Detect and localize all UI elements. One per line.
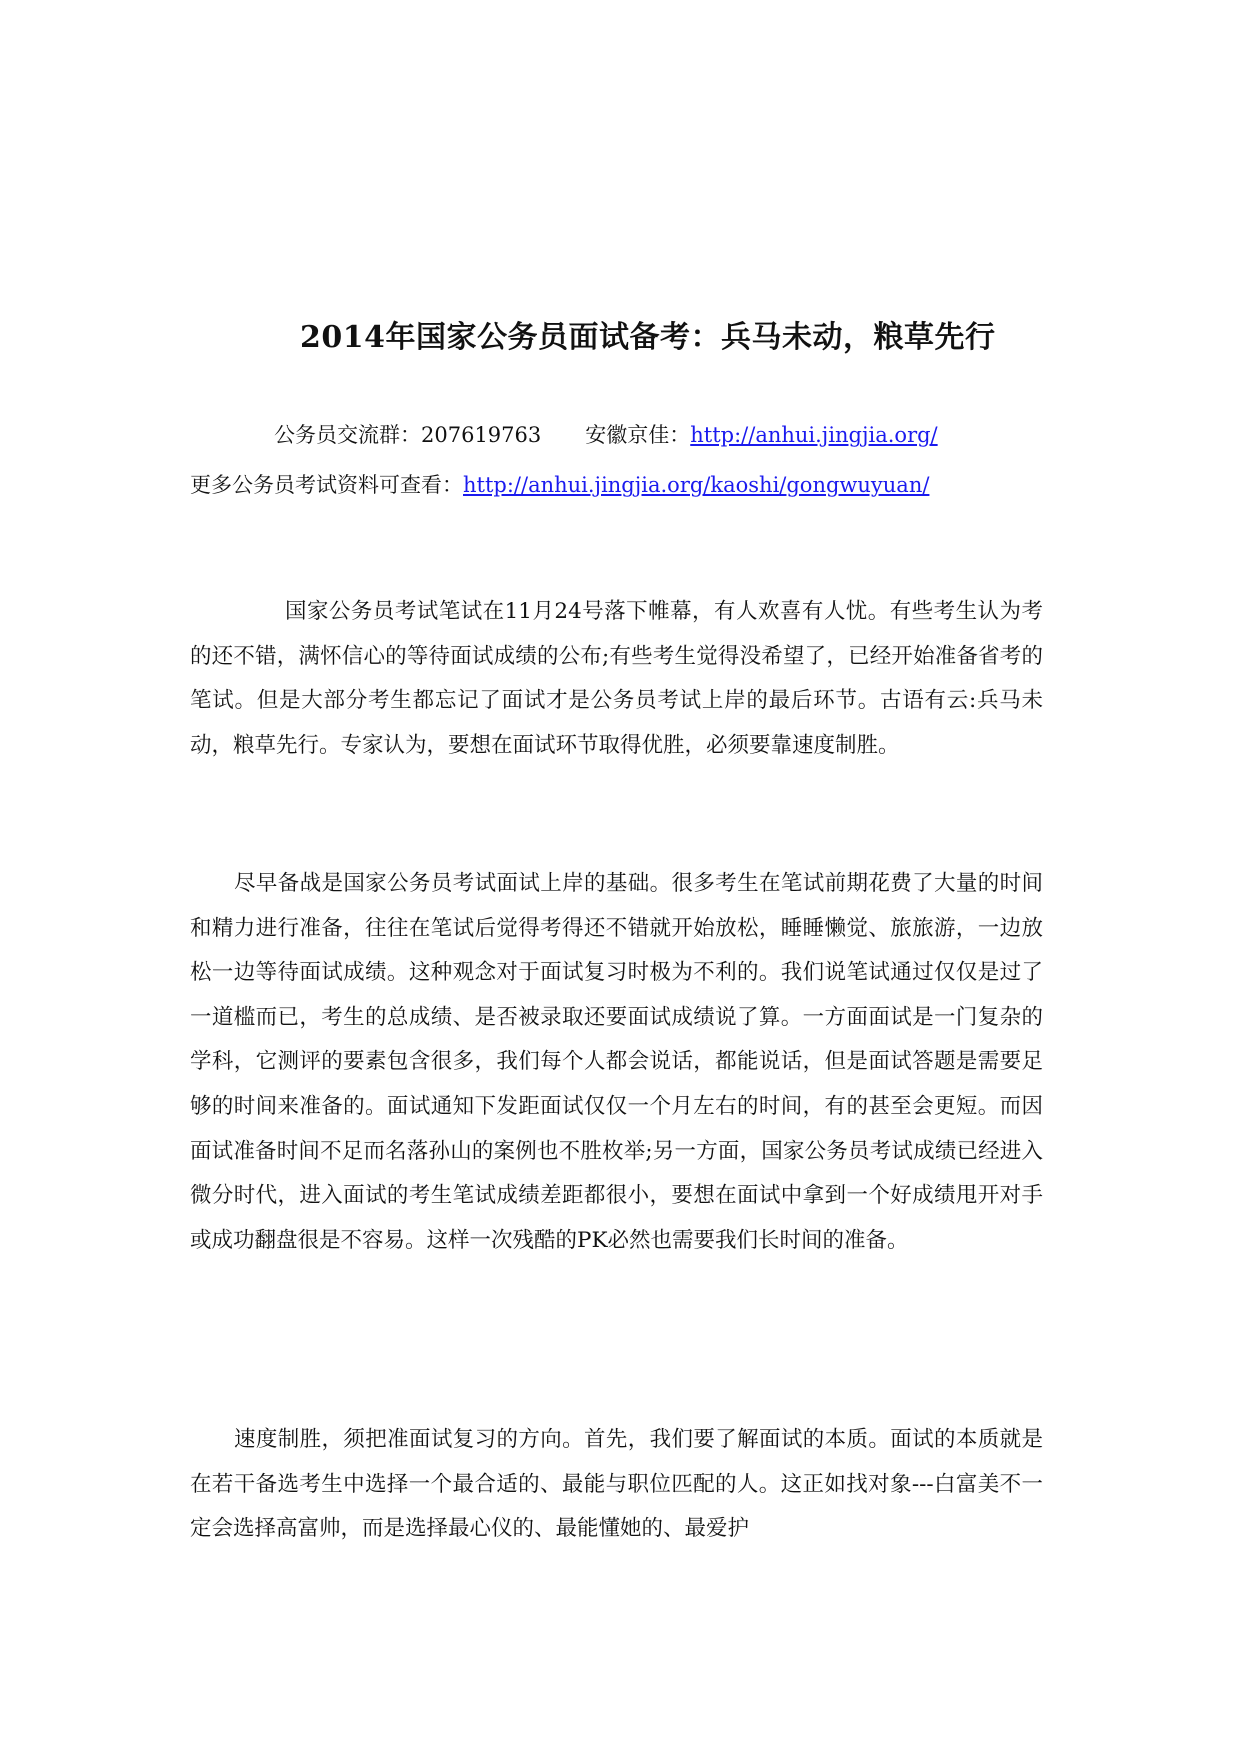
more-resources-link[interactable]: http://anhui.jingjia.org/kaoshi/gongwuyuan/ [463,473,930,497]
document-title: 2014年国家公务员面试备考：兵马未动，粮草先行 [300,320,996,355]
more-resources-label: 更多公务员考试资料可查看： [190,473,463,497]
site-link[interactable]: http://anhui.jingjia.org/ [690,423,938,447]
paragraph-2: 尽早备战是国家公务员考试面试上岸的基础。很多考生在笔试前期花费了大量的时间和精力进行准备，往往在笔试后觉得考得还不错就开始放松，睡睡懒觉、旅旅游，一边放松一边等待面试成绩。这种观念对于面试复习时极为不利的。我们说笔试通过仅仅是过了一道槛而已，考生的总成绩、是否被录取还要面试成绩说了算。一方面面试是一门复杂的学科，它测评的要素包含很多，我们每个人都会说话，都能说话，但是面试答题是需要足够的时间来准备的。面试通知下发距面试仅仅一个月左右的时间，有的甚至会更短。而因面试准备时间不足而名落孙山的案例也不胜枚举;另一方面，国家公务员考试成绩已经进入微分时代，进入面试的考生笔试成绩差距都很小，要想在面试中拿到一个好成绩甩开对手或成功翻盘很是不容易。这样一次残酷的PK必然也需要我们长时间的准备。 [190,871,1043,1253]
paragraph-1: 国家公务员考试笔试在11月24号落下帷幕，有人欢喜有人忧。有些考生认为考的还不错，满怀信心的等待面试成绩的公布;有些考生觉得没希望了，已经开始准备省考的笔试。但是大部分考生都忘记了面试才是公务员考试上岸的最后环节。古语有云:兵马未动，粮草先行。专家认为，要想在面试环节取得优胜，必须要靠速度制胜。 [190,599,1043,758]
paragraph-3: 速度制胜，须把准面试复习的方向。首先，我们要了解面试的本质。面试的本质就是在若干备选考生中选择一个最合适的、最能与职位匹配的人。这正如找对象---白富美不一定会选择高富帅，而是选择最心仪的、最能懂她的、最爱护 [190,1427,1043,1542]
qq-group-label: 公务员交流群：207619763 [274,423,542,447]
site-label: 安徽京佳： [585,423,691,447]
contact-line-1 [190,420,1070,450]
contact-line-2 [190,470,1070,500]
